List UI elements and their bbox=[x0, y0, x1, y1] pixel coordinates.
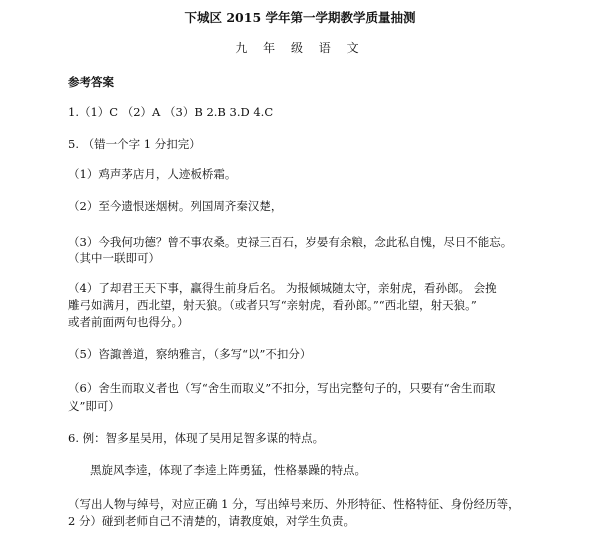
answer-q5-4-line2: 雕弓如满月，西北望，射天狼。（或者只写“亲射虎，看孙郎。”“西北望，射天狼。” bbox=[68, 298, 477, 312]
answer-q5-4-line3: 或者前面两句也得分。） bbox=[68, 315, 189, 329]
answer-q5-4-line1: （4）了却君王天下事，赢得生前身后名。 为报倾城随太守，亲射虎，看孙郎。 会挽 bbox=[68, 281, 497, 295]
answer-q5-6-line1: （6）舍生而取义者也（写“舍生而取义”不扣分，写出完整句子的，只要有“舍生而取 bbox=[68, 381, 496, 395]
answer-q5-2: （2）至今遗恨迷烟树。列国周齐秦汉楚， bbox=[68, 199, 283, 213]
answer-q6-line2: 黑旋风李逵，体现了李逵上阵勇猛，性格暴躁的特点。 bbox=[90, 463, 366, 477]
answer-q6-line1: 6. 例：智多星吴用，体现了吴用足智多谋的特点。 bbox=[68, 431, 325, 445]
document-subtitle: 九 年 级 语 文 bbox=[235, 41, 365, 55]
answer-q1-4: 1.（1）C （2）A （3）B 2.B 3.D 4.C bbox=[68, 105, 274, 119]
answer-q5-header: 5. （错一个字 1 分扣完） bbox=[68, 137, 201, 151]
answer-q5-3-line1: （3）今我何功德？曾不事农桑。吏禄三百石，岁晏有余粮，念此私自愧，尽日不能忘。 bbox=[68, 235, 513, 249]
answer-q5-3-line2: （其中一联即可） bbox=[68, 251, 160, 265]
section-heading: 参考答案 bbox=[68, 75, 114, 89]
document-title: 下城区 2015 学年第一学期教学质量抽测 bbox=[184, 10, 416, 25]
answer-q5-5: （5）咨諏善道，察纳雅言，（多写“以”不扣分） bbox=[68, 347, 312, 361]
answer-q6-note-line1: （写出人物与绰号，对应正确 1 分，写出绰号来历、外形特征、性格特征、身份经历等， bbox=[68, 497, 520, 511]
answer-q5-1: （1）鸡声茅店月，人迹板桥霜。 bbox=[68, 167, 237, 181]
answer-q6-note-line2: 2 分）碰到老师自己不清楚的，请教度娘，对学生负责。 bbox=[68, 514, 355, 528]
answer-q5-6-line2: 义”即可） bbox=[68, 399, 120, 413]
